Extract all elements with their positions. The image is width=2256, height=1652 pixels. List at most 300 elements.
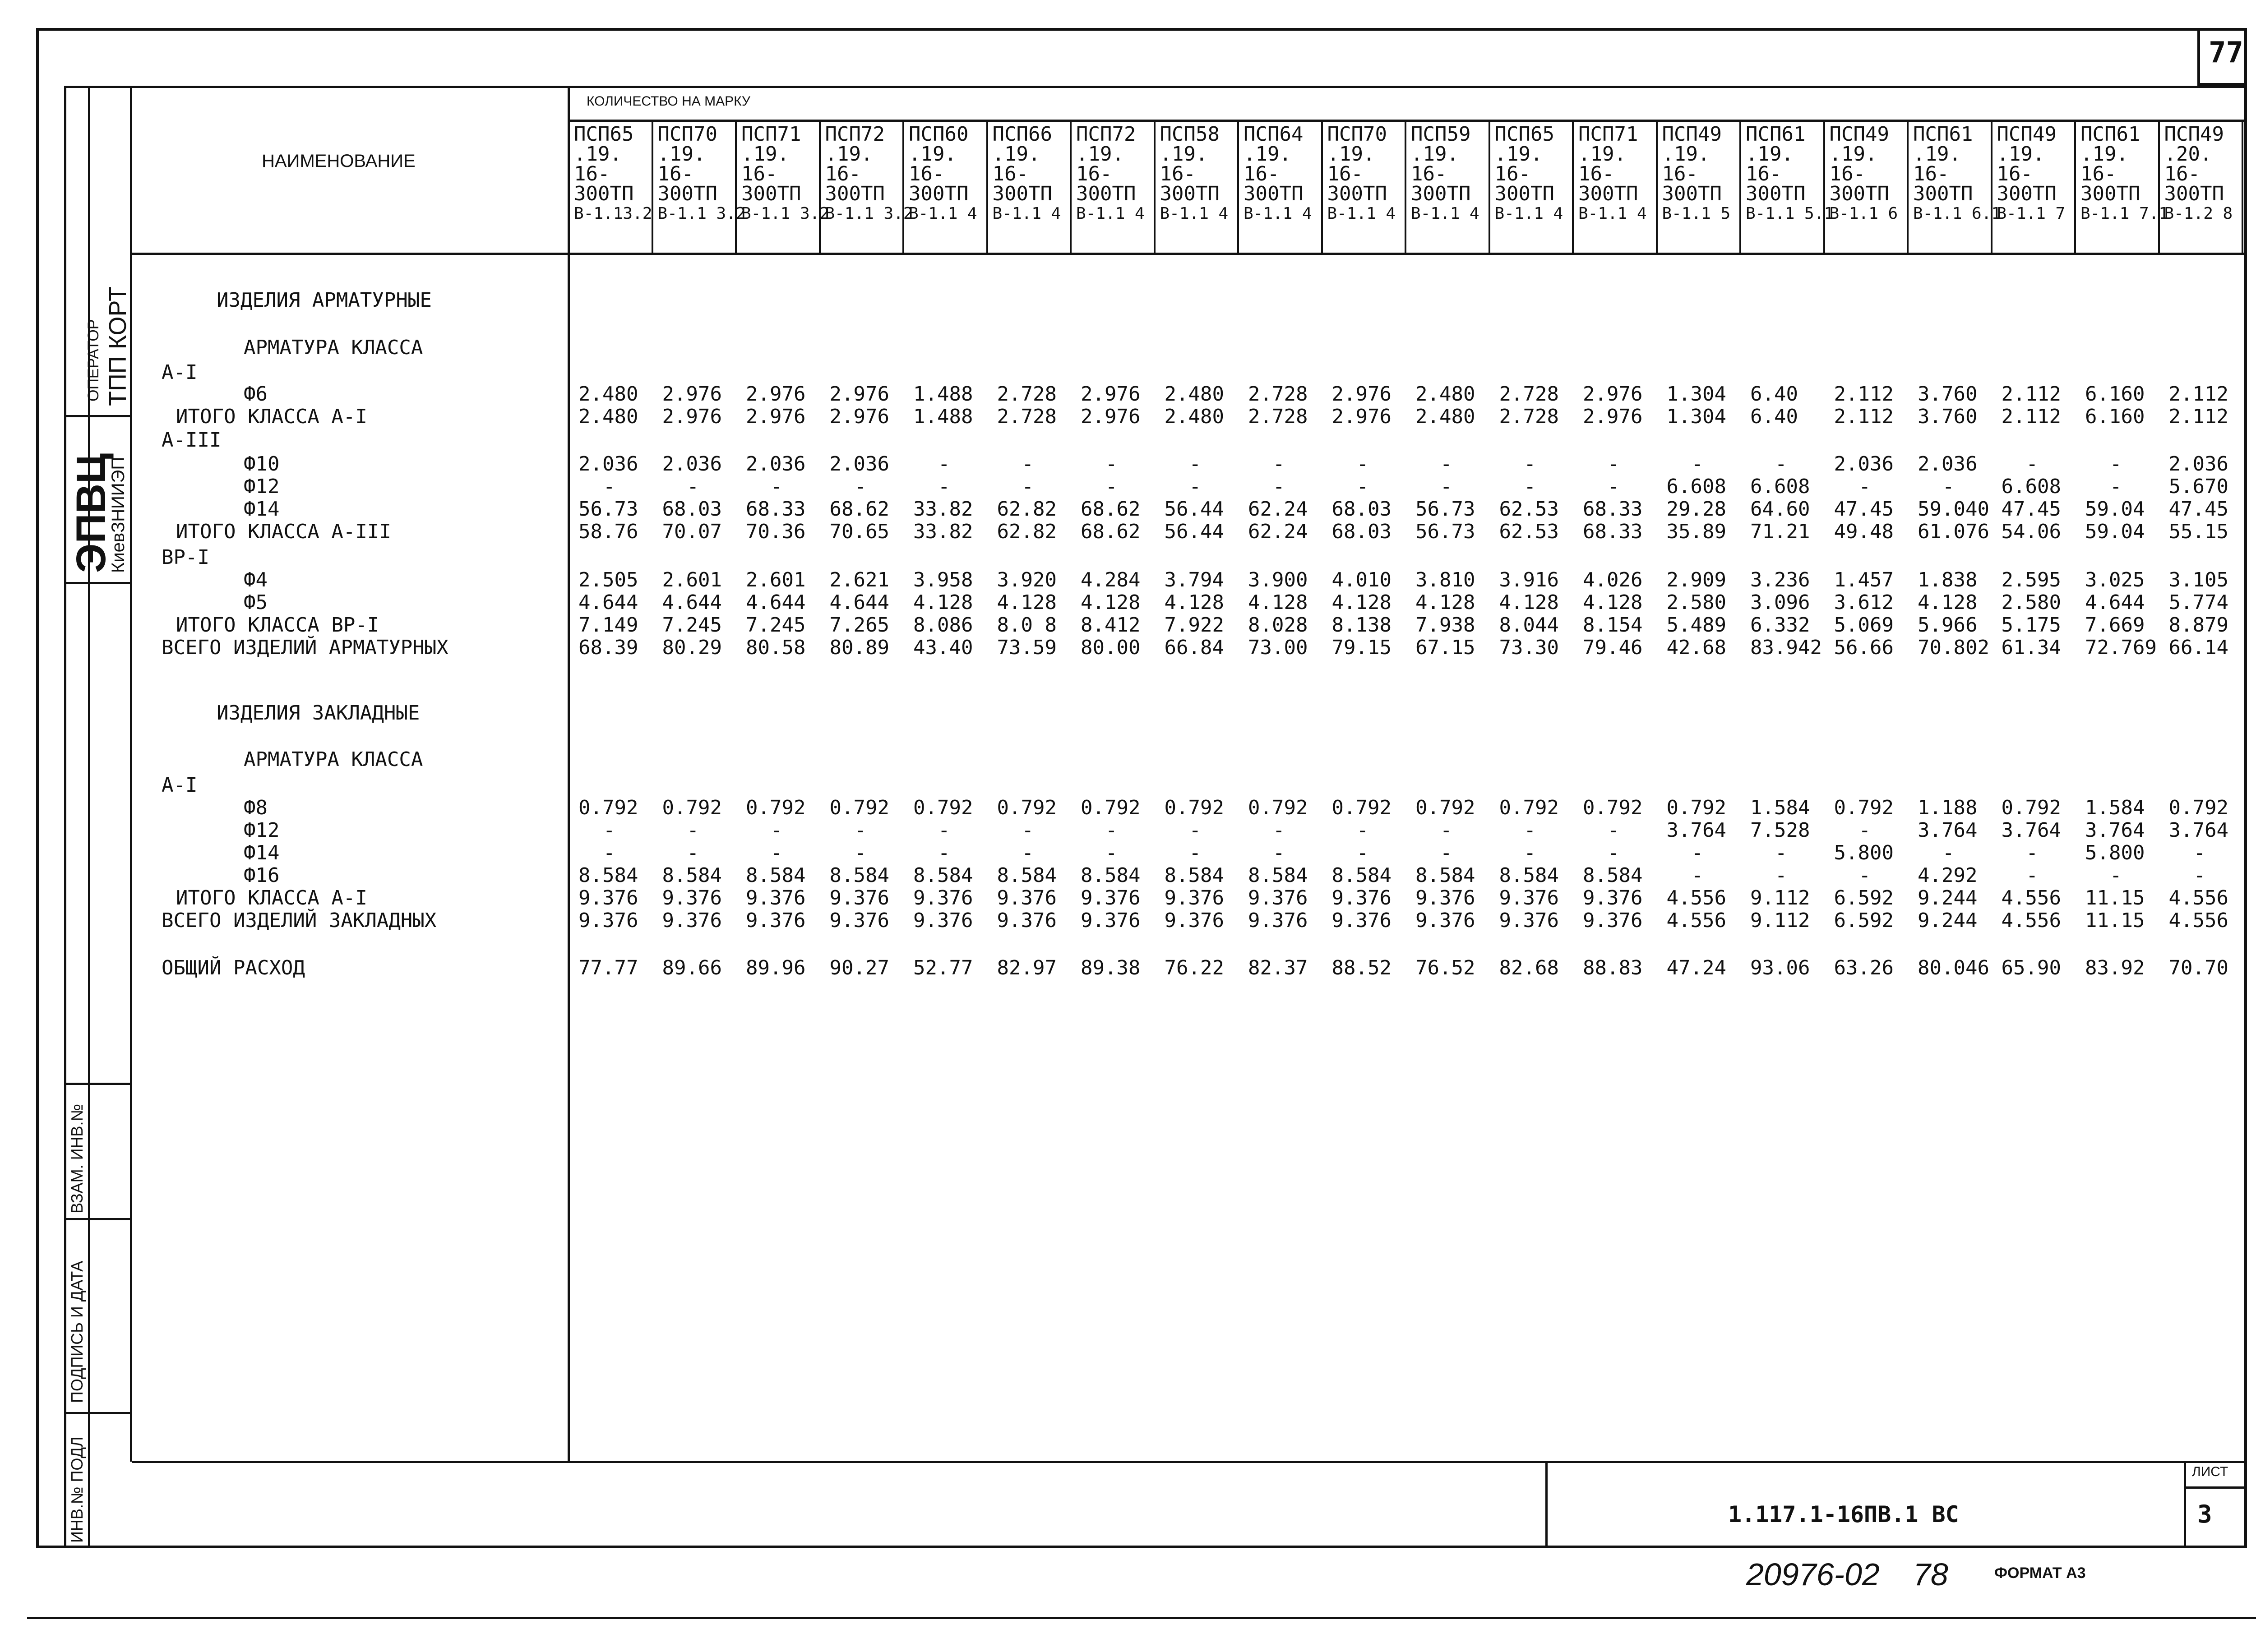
table-cell: 4.128 [1331,591,1392,614]
table-cell: 0.792 [1499,796,1559,819]
table-cell: 9.376 [662,909,722,932]
column-header-line: .19. [2080,143,2128,166]
table-cell: 68.62 [1081,520,1141,543]
table-cell: 68.33 [746,498,806,521]
table-cell: 9.376 [913,886,973,909]
table-cell: 2.976 [1081,383,1141,406]
column-header-line: В-1.1 6 [1829,204,1898,223]
row-label: Ф12 [244,819,280,842]
row-label: Ф14 [244,841,280,864]
table-cell: - [1105,819,1118,842]
table-cell: 59.04 [2085,498,2145,521]
table-cell: 9.112 [1750,886,1810,909]
table-cell: 1.584 [1750,796,1810,819]
table-cell: - [2026,452,2038,475]
column-header-line: 300ТП [1494,182,1554,205]
column-header [1490,122,1574,253]
table-cell: 8.584 [662,864,722,887]
table-cell: - [1440,841,1452,864]
table-cell: 2.595 [2001,568,2061,591]
table-cell: - [1105,841,1118,864]
table-cell: 56.73 [1415,498,1475,521]
stamp-sep-2 [64,582,132,584]
column-header-line: 16- [992,162,1028,185]
column-header-line: ПСП66 [992,123,1052,146]
table-cell: 3.764 [2001,819,2061,842]
table-cell: 8.154 [1583,614,1643,637]
column-header-line: ПСП49 [2164,123,2224,146]
table-cell: 7.669 [2085,614,2145,637]
row-label: Ф12 [244,475,280,498]
table-cell: 89.96 [746,956,806,979]
table-cell: - [1022,819,1034,842]
stamp-sep-4 [64,1218,132,1220]
table-cell: - [1273,452,1285,475]
table-cell: 6.608 [2001,475,2061,498]
table-cell: 2.036 [2168,452,2228,475]
table-bottom [132,1461,2247,1463]
table-cell: - [1691,452,1703,475]
table-cell: 68.03 [1331,520,1392,543]
column-header-line: .19. [1829,143,1877,166]
column-header-line: 16- [1997,162,2033,185]
table-cell: 8.584 [1248,864,1308,887]
row-label: ОБЩИЙ РАСХОД [162,956,305,979]
table-cell: 73.59 [997,636,1057,659]
column-header [2160,122,2244,253]
row-label: Ф16 [244,864,280,887]
table-cell: 8.584 [829,864,889,887]
table-cell: 5.800 [1834,841,1894,864]
column-header-line: .19. [1746,143,1794,166]
column-header-line: 16- [825,162,861,185]
table-cell: 7.938 [1415,614,1475,637]
table-cell: 2.112 [1834,405,1894,428]
table-cell: 82.97 [997,956,1057,979]
row-label: А-I [162,774,198,797]
table-cell: - [687,819,699,842]
table-cell: 62.82 [997,520,1057,543]
column-header-line: ПСП65 [1494,123,1554,146]
table-cell: 8.0 8 [997,614,1057,637]
table-cell: 4.644 [662,591,722,614]
table-cell: 8.086 [913,614,973,637]
table-cell: 2.112 [2168,383,2228,406]
table-cell: - [854,841,866,864]
table-cell: 2.580 [1666,591,1726,614]
table-cell: 0.792 [1164,796,1224,819]
table-cell: 3.810 [1415,568,1475,591]
table-cell: - [1524,475,1536,498]
table-cell: 55.15 [2168,520,2228,543]
table-cell: 2.036 [829,452,889,475]
table-cell: 93.06 [1750,956,1810,979]
table-cell: - [938,452,950,475]
table-cell: 4.128 [1164,591,1224,614]
table-cell: 0.792 [1583,796,1643,819]
column-header-line: В-1.13.2 [574,204,652,223]
table-cell: 43.40 [913,636,973,659]
table-cell: 8.584 [1415,864,1475,887]
column-header-line: 16- [1494,162,1530,185]
table-cell: - [1189,475,1201,498]
table-cell: - [1858,819,1871,842]
table-cell: 2.112 [1834,383,1894,406]
column-header-line: 300ТП [909,182,969,205]
row-label: ВСЕГО ИЗДЕЛИЙ АРМАТУРНЫХ [162,636,448,659]
table-cell: - [1356,819,1368,842]
row-label: Ф8 [244,796,268,819]
column-header-line: В-1.1 5.1 [1746,204,1834,223]
column-header-line: 300ТП [1913,182,1973,205]
header-bottom [132,253,2247,255]
table-cell: 2.976 [662,405,722,428]
column-header-line: 300ТП [1160,182,1220,205]
table-cell: 4.026 [1583,568,1643,591]
column-header-line: ПСП71 [1578,123,1638,146]
table-cell: 6.160 [2085,383,2145,406]
table-cell: 9.376 [829,909,889,932]
table-cell: - [2026,841,2038,864]
column-header [1406,122,1490,253]
table-cell: - [1356,841,1368,864]
column-header-line: 300ТП [1244,182,1304,205]
table-cell: 8.584 [997,864,1057,887]
table-cell: - [938,819,950,842]
stamp-sep-3 [64,1083,132,1085]
column-header-line: 16- [741,162,777,185]
table-cell: 80.58 [746,636,806,659]
table-cell: - [1022,475,1034,498]
list-label: ЛИСТ [2192,1464,2228,1479]
column-header-line: В-1.1 4 [1160,204,1229,223]
row-label: А-I [162,361,198,384]
table-cell: 68.03 [662,498,722,521]
column-header [1156,122,1239,253]
column-header-line: 16- [1578,162,1614,185]
table-cell: 49.48 [1834,520,1894,543]
table-cell: - [687,841,699,864]
table-cell: 9.376 [997,909,1057,932]
table-cell: 47.45 [2168,498,2228,521]
table-cell: - [1608,475,1620,498]
table-cell: 8.138 [1331,614,1392,637]
table-cell: 9.376 [1331,886,1392,909]
column-header-line: .19. [657,143,706,166]
column-header-line: .19. [1327,143,1375,166]
table-cell: 0.792 [913,796,973,819]
table-cell: 9.376 [1415,909,1475,932]
column-header-line: .20. [2164,143,2212,166]
table-cell: 0.792 [829,796,889,819]
table-cell: 9.376 [913,909,973,932]
table-cell: 70.802 [1918,636,1989,659]
column-header-line: 300ТП [574,182,634,205]
column-header-line: В-1.1 7 [1997,204,2066,223]
table-cell: 2.480 [1415,383,1475,406]
table-cell: 9.376 [1583,886,1643,909]
org-main: ЭПВЦ [68,453,114,573]
qty-header: КОЛИЧЕСТВО НА МАРКУ [587,94,750,109]
column-header-line: .19. [741,143,789,166]
row-label: ИТОГО КЛАССА А-I [176,405,367,428]
column-header-line: В-1.1 3.2 [741,204,830,223]
column-header-line: В-1.1 3.2 [825,204,913,223]
table-cell: 62.24 [1248,498,1308,521]
table-cell: 76.22 [1164,956,1224,979]
table-cell: - [1022,841,1034,864]
table-cell: 2.728 [1499,405,1559,428]
row-label: Ф14 [244,498,280,521]
table-cell: - [1691,841,1703,864]
table-cell: - [1608,819,1620,842]
table-cell: - [771,819,783,842]
column-header-line: ПСП61 [1913,123,1973,146]
table-cell: 4.644 [829,591,889,614]
table-cell: 68.03 [1331,498,1392,521]
table-cell: 2.601 [746,568,806,591]
table-cell: 0.792 [1666,796,1726,819]
column-header [569,122,653,253]
table-cell: 90.27 [829,956,889,979]
column-header [1909,122,2002,253]
column-header [2076,122,2169,253]
table-cell: 3.760 [1918,383,1978,406]
column-header [737,122,830,253]
table-cell: 7.245 [662,614,722,637]
table-cell: 0.792 [746,796,806,819]
table-cell: 4.556 [2168,886,2228,909]
table-cell: 33.82 [913,498,973,521]
table-cell: 70.36 [746,520,806,543]
column-header-line: В-1.1 3.2 [657,204,746,223]
table-cell: 79.46 [1583,636,1643,659]
table-cell: - [771,841,783,864]
column-header-line: В-1.1 4 [1578,204,1647,223]
table-cell: 2.112 [2001,383,2061,406]
table-cell: 68.62 [1081,498,1141,521]
column-header [1825,122,1909,253]
table-cell: 68.62 [829,498,889,521]
table-cell: 3.900 [1248,568,1308,591]
column-header-line: 300ТП [741,182,801,205]
row-label: Ф4 [244,568,268,591]
column-header-line: В-1.2 8 [2164,204,2233,223]
table-cell: 58.76 [578,520,638,543]
table-cell: 9.376 [746,886,806,909]
column-header-line: 16- [574,162,610,185]
table-cell: 6.40 [1750,405,1798,428]
column-header-line: ПСП70 [657,123,717,146]
column-header-line: 16- [1746,162,1782,185]
table-cell: - [854,475,866,498]
table-cell: 2.976 [662,383,722,406]
table-cell: 9.376 [1164,886,1224,909]
table-cell: 8.028 [1248,614,1308,637]
table-cell: 47.24 [1666,956,1726,979]
table-cell: 2.976 [1583,405,1643,428]
table-cell: 0.792 [997,796,1057,819]
table-cell: 3.916 [1499,568,1559,591]
table-cell: 9.376 [1081,886,1141,909]
table-cell: 5.175 [2001,614,2061,637]
table-cell: 8.412 [1081,614,1141,637]
column-header-line: ПСП60 [909,123,969,146]
table-cell: 62.53 [1499,498,1559,521]
table-cell: 7.265 [829,614,889,637]
table-cell: - [1775,841,1787,864]
column-header-line: 300ТП [1076,182,1136,205]
column-header-line: В-1.1 4 [909,204,977,223]
table-cell: 1.584 [2085,796,2145,819]
column-header-line: .19. [825,143,873,166]
org-sub: КиевЗНИИЭП [108,457,128,573]
table-cell: 88.52 [1331,956,1392,979]
doc-code: 1.117.1-16ПВ.1 ВС [1728,1501,1959,1527]
table-cell: 61.076 [1918,520,1989,543]
column-header [904,122,988,253]
column-header-line: .19. [1578,143,1626,166]
table-cell: 2.621 [829,568,889,591]
table-cell: 6.608 [1750,475,1810,498]
handwritten-number: 20976-02 [1746,1557,1880,1592]
table-cell: 2.036 [662,452,722,475]
table-cell: - [2193,864,2205,887]
name-col-right [568,86,570,1462]
table-cell: 61.34 [2001,636,2061,659]
table-cell: 0.792 [1081,796,1141,819]
row-label: АРМАТУРА КЛАССА [244,336,423,359]
column-header-line: В-1.1 7.1 [2080,204,2169,223]
table-cell: 9.244 [1918,909,1978,932]
table-cell: 6.608 [1666,475,1726,498]
table-cell: - [2110,864,2122,887]
table-cell: 59.04 [2085,520,2145,543]
table-cell: 2.112 [2168,405,2228,428]
table-cell: 8.584 [1081,864,1141,887]
table-cell: 2.036 [578,452,638,475]
table-cell: 9.376 [997,886,1057,909]
table-cell: 4.128 [997,591,1057,614]
table-cell: 1.488 [913,383,973,406]
column-header-line: 300ТП [1997,182,2057,205]
column-header-line: 300ТП [1411,182,1471,205]
table-cell: 0.792 [662,796,722,819]
table-cell: 9.376 [578,886,638,909]
row-label: АРМАТУРА КЛАССА [244,748,423,771]
handwritten-page: 78 [1913,1557,1948,1592]
table-cell: 88.83 [1583,956,1643,979]
table-cell: 2.480 [578,383,638,406]
table-cell: 56.66 [1834,636,1894,659]
row-label: ИТОГО КЛАССА А-I [176,886,367,909]
table-cell: 2.036 [1834,452,1894,475]
table-cell: - [1691,864,1703,887]
table-cell: - [1189,819,1201,842]
row-label: ИЗДЕЛИЯ АРМАТУРНЫЕ [217,289,432,312]
table-cell: 66.84 [1164,636,1224,659]
table-cell: 7.922 [1164,614,1224,637]
table-cell: 56.44 [1164,520,1224,543]
column-header [1574,122,1658,253]
column-header-line: В-1.1 6.1 [1913,204,2002,223]
table-cell: 76.52 [1415,956,1475,979]
table-cell: 2.976 [1081,405,1141,428]
table-cell: 6.592 [1834,909,1894,932]
table-cell: 77.77 [578,956,638,979]
column-header-line: .19. [1411,143,1459,166]
column-header-line: .19. [1160,143,1208,166]
table-cell: - [1189,841,1201,864]
column-header-line: 16- [1160,162,1196,185]
table-cell: 4.128 [1583,591,1643,614]
table-cell: 5.489 [1666,614,1726,637]
table-cell: 89.66 [662,956,722,979]
column-header-line: 300ТП [2164,182,2224,205]
table-cell: 2.580 [2001,591,2061,614]
column-header-line: 16- [2080,162,2117,185]
column-header-line: 300ТП [825,182,885,205]
list-box-sep [2184,1486,2247,1489]
table-cell: 3.794 [1164,568,1224,591]
operator-value: ТПП КОРТ [104,286,131,406]
table-cell: 67.15 [1415,636,1475,659]
column-header [821,122,913,253]
table-cell: 8.584 [1164,864,1224,887]
table-cell: 8.584 [1499,864,1559,887]
column-header-line: ПСП65 [574,123,634,146]
column-header-line: .19. [1662,143,1710,166]
column-header-line: В-1.1 4 [992,204,1061,223]
table-cell: 11.15 [2085,909,2145,932]
table-cell: - [1189,452,1201,475]
column-header-line: 16- [657,162,693,185]
row-label: Ф10 [244,452,280,475]
row-label: Ф6 [244,383,268,406]
column-header-line: В-1.1 4 [1076,204,1145,223]
table-cell: 68.39 [578,636,638,659]
table-cell: 47.45 [1834,498,1894,521]
table-cell: 3.025 [2085,568,2145,591]
table-cell: 9.376 [1499,909,1559,932]
table-cell: - [1105,475,1118,498]
table-cell: 2.728 [1248,405,1308,428]
drawing-frame [36,28,2247,1548]
table-cell: 4.128 [1415,591,1475,614]
table-cell: 3.764 [1666,819,1726,842]
column-header-line: 16- [1662,162,1698,185]
podpis-label: ПОДПИСЬ И ДАТА [68,1260,86,1403]
column-header-line: 16- [1327,162,1363,185]
table-cell: 2.976 [746,383,806,406]
column-header-line: ПСП71 [741,123,801,146]
table-cell: 9.376 [662,886,722,909]
column-header [1239,122,1323,253]
column-header [653,122,746,253]
row-label: Ф5 [244,591,268,614]
table-cell: 9.376 [1331,909,1392,932]
table-cell: - [603,841,615,864]
column-header [1658,122,1742,253]
table-cell: 2.480 [1415,405,1475,428]
table-cell: 9.376 [1499,886,1559,909]
table-cell: 29.28 [1666,498,1726,521]
table-cell: - [2026,864,2038,887]
table-cell: - [1942,475,1955,498]
column-header-line: В-1.1 5 [1662,204,1731,223]
row-label: ВР-I [162,546,209,569]
table-cell: 2.976 [1331,383,1392,406]
